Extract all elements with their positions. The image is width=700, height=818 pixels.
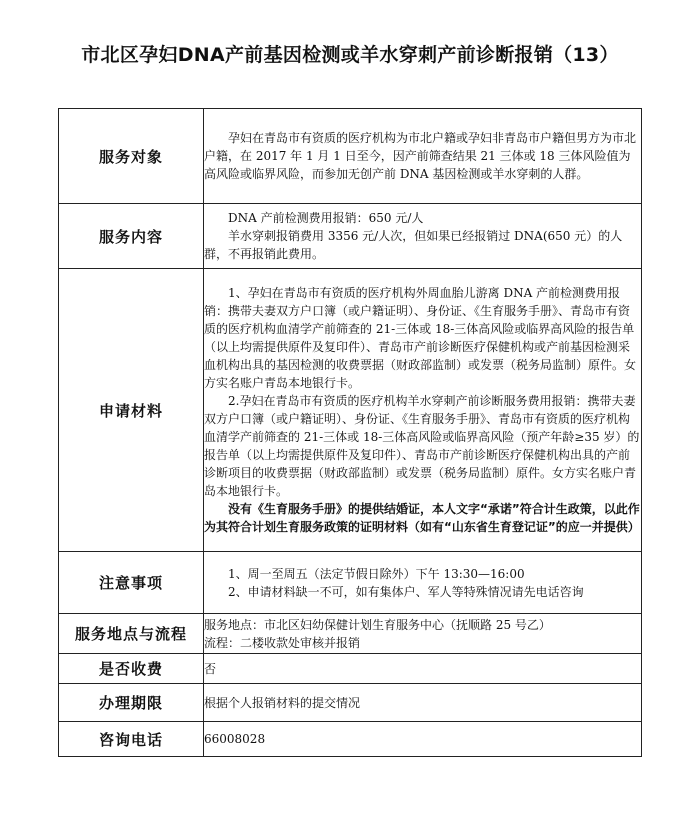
label-service-target: 服务对象	[59, 109, 204, 204]
row-service-content	[59, 204, 642, 269]
label-application-materials: 申请材料	[59, 269, 204, 552]
label-contact-phone: 咨询电话	[59, 722, 204, 757]
process-line: 流程：二楼收款处审核并报销	[204, 635, 361, 650]
cell-fee	[204, 654, 642, 684]
cell-service-target	[204, 109, 642, 204]
cell-service-content	[204, 204, 642, 269]
row-fee	[59, 654, 642, 684]
materials-paragraph-2: 2.孕妇在青岛市有资质的医疗机构羊水穿刺产前诊断服务费用报销：携带夫妻双方户口簿（或户籍证明）、身份证、《生育服务手册》、青岛市有资质的医疗机构血清学产前筛查的 21-三体或 18-三体高风险或临界高风险（预产年龄≥35 岁）的报告单（以上均需提供原件及复印件）、青岛市产前诊断医疗保健机构出具的产前诊断项目的收费票据（财政部监制）或发票（税务局监制）原件。女方实名账户青岛本地银行卡。	[204, 394, 640, 498]
fee-value: 否	[204, 661, 217, 676]
location-line: 服务地点：市北区妇幼保健计划生育服务中心（抚顺路 25 号乙）	[204, 617, 551, 632]
row-service-target	[59, 109, 642, 204]
row-contact-phone	[59, 722, 642, 757]
contact-phone-value: 66008028	[204, 732, 266, 746]
processing-period-value: 根据个人报销材料的提交情况	[204, 695, 361, 710]
row-processing-period	[59, 684, 642, 722]
label-location-process: 服务地点与流程	[59, 614, 204, 654]
notes-line-2: 2、申请材料缺一不可，如有集体户、军人等特殊情况请先电话咨询	[228, 584, 584, 599]
cell-application-materials	[204, 269, 642, 552]
cell-notes	[204, 552, 642, 614]
label-notes: 注意事项	[59, 552, 204, 614]
page-title: 市北区孕妇DNA产前基因检测或羊水穿刺产前诊断报销（13）	[81, 44, 619, 66]
cell-location-process	[204, 614, 642, 654]
row-notes	[59, 552, 642, 614]
materials-paragraph-1: 1、孕妇在青岛市有资质的医疗机构外周血胎儿游离 DNA 产前检测费用报销：携带夫妻双方户口簿（或户籍证明）、身份证、《生育服务手册》、青岛市有资质的医疗机构血清学产前筛查的 21-三体或 18-三体高风险或临界高风险的报告单（以上均需提供原件及复印件）、青岛市产前诊断医疗保健机构或产前基因检测采血机构出具的基因检测的收费票据（财政部监制）或发票（税务局监制）原件。女方实名账户青岛本地银行卡。	[204, 286, 637, 390]
service-content-line-2: 羊水穿刺报销费用 3356 元/人次，但如果已经报销过 DNA(650 元）的人群，不再报销此费用。	[204, 229, 623, 261]
service-target-text: 孕妇在青岛市有资质的医疗机构为市北户籍或孕妇非青岛市户籍但男方为市北户籍，在 2017 年 1 月 1 日至今，因产前筛查结果 21 三体或 18 三体风险值为高风险或临界风险，而参加无创产前 DNA 基因检测或羊水穿刺的人群。	[204, 131, 637, 181]
label-fee: 是否收费	[59, 654, 204, 684]
service-info-table	[58, 108, 642, 757]
notes-line-1: 1、周一至周五（法定节假日除外）下午 13:30—16:00	[228, 566, 525, 581]
row-application-materials	[59, 269, 642, 552]
label-service-content: 服务内容	[59, 204, 204, 269]
row-location-process	[59, 614, 642, 654]
materials-note: 没有《生育服务手册》的提供结婚证，本人文字“承诺”符合计生政策，以此作为其符合计划生育服务政策的证明材料（如有“山东省生育登记证”的应一并提供）	[204, 502, 640, 534]
label-processing-period: 办理期限	[59, 684, 204, 722]
cell-processing-period	[204, 684, 642, 722]
service-content-line-1: DNA 产前检测费用报销：650 元/人	[228, 211, 424, 225]
cell-contact-phone	[204, 722, 642, 757]
